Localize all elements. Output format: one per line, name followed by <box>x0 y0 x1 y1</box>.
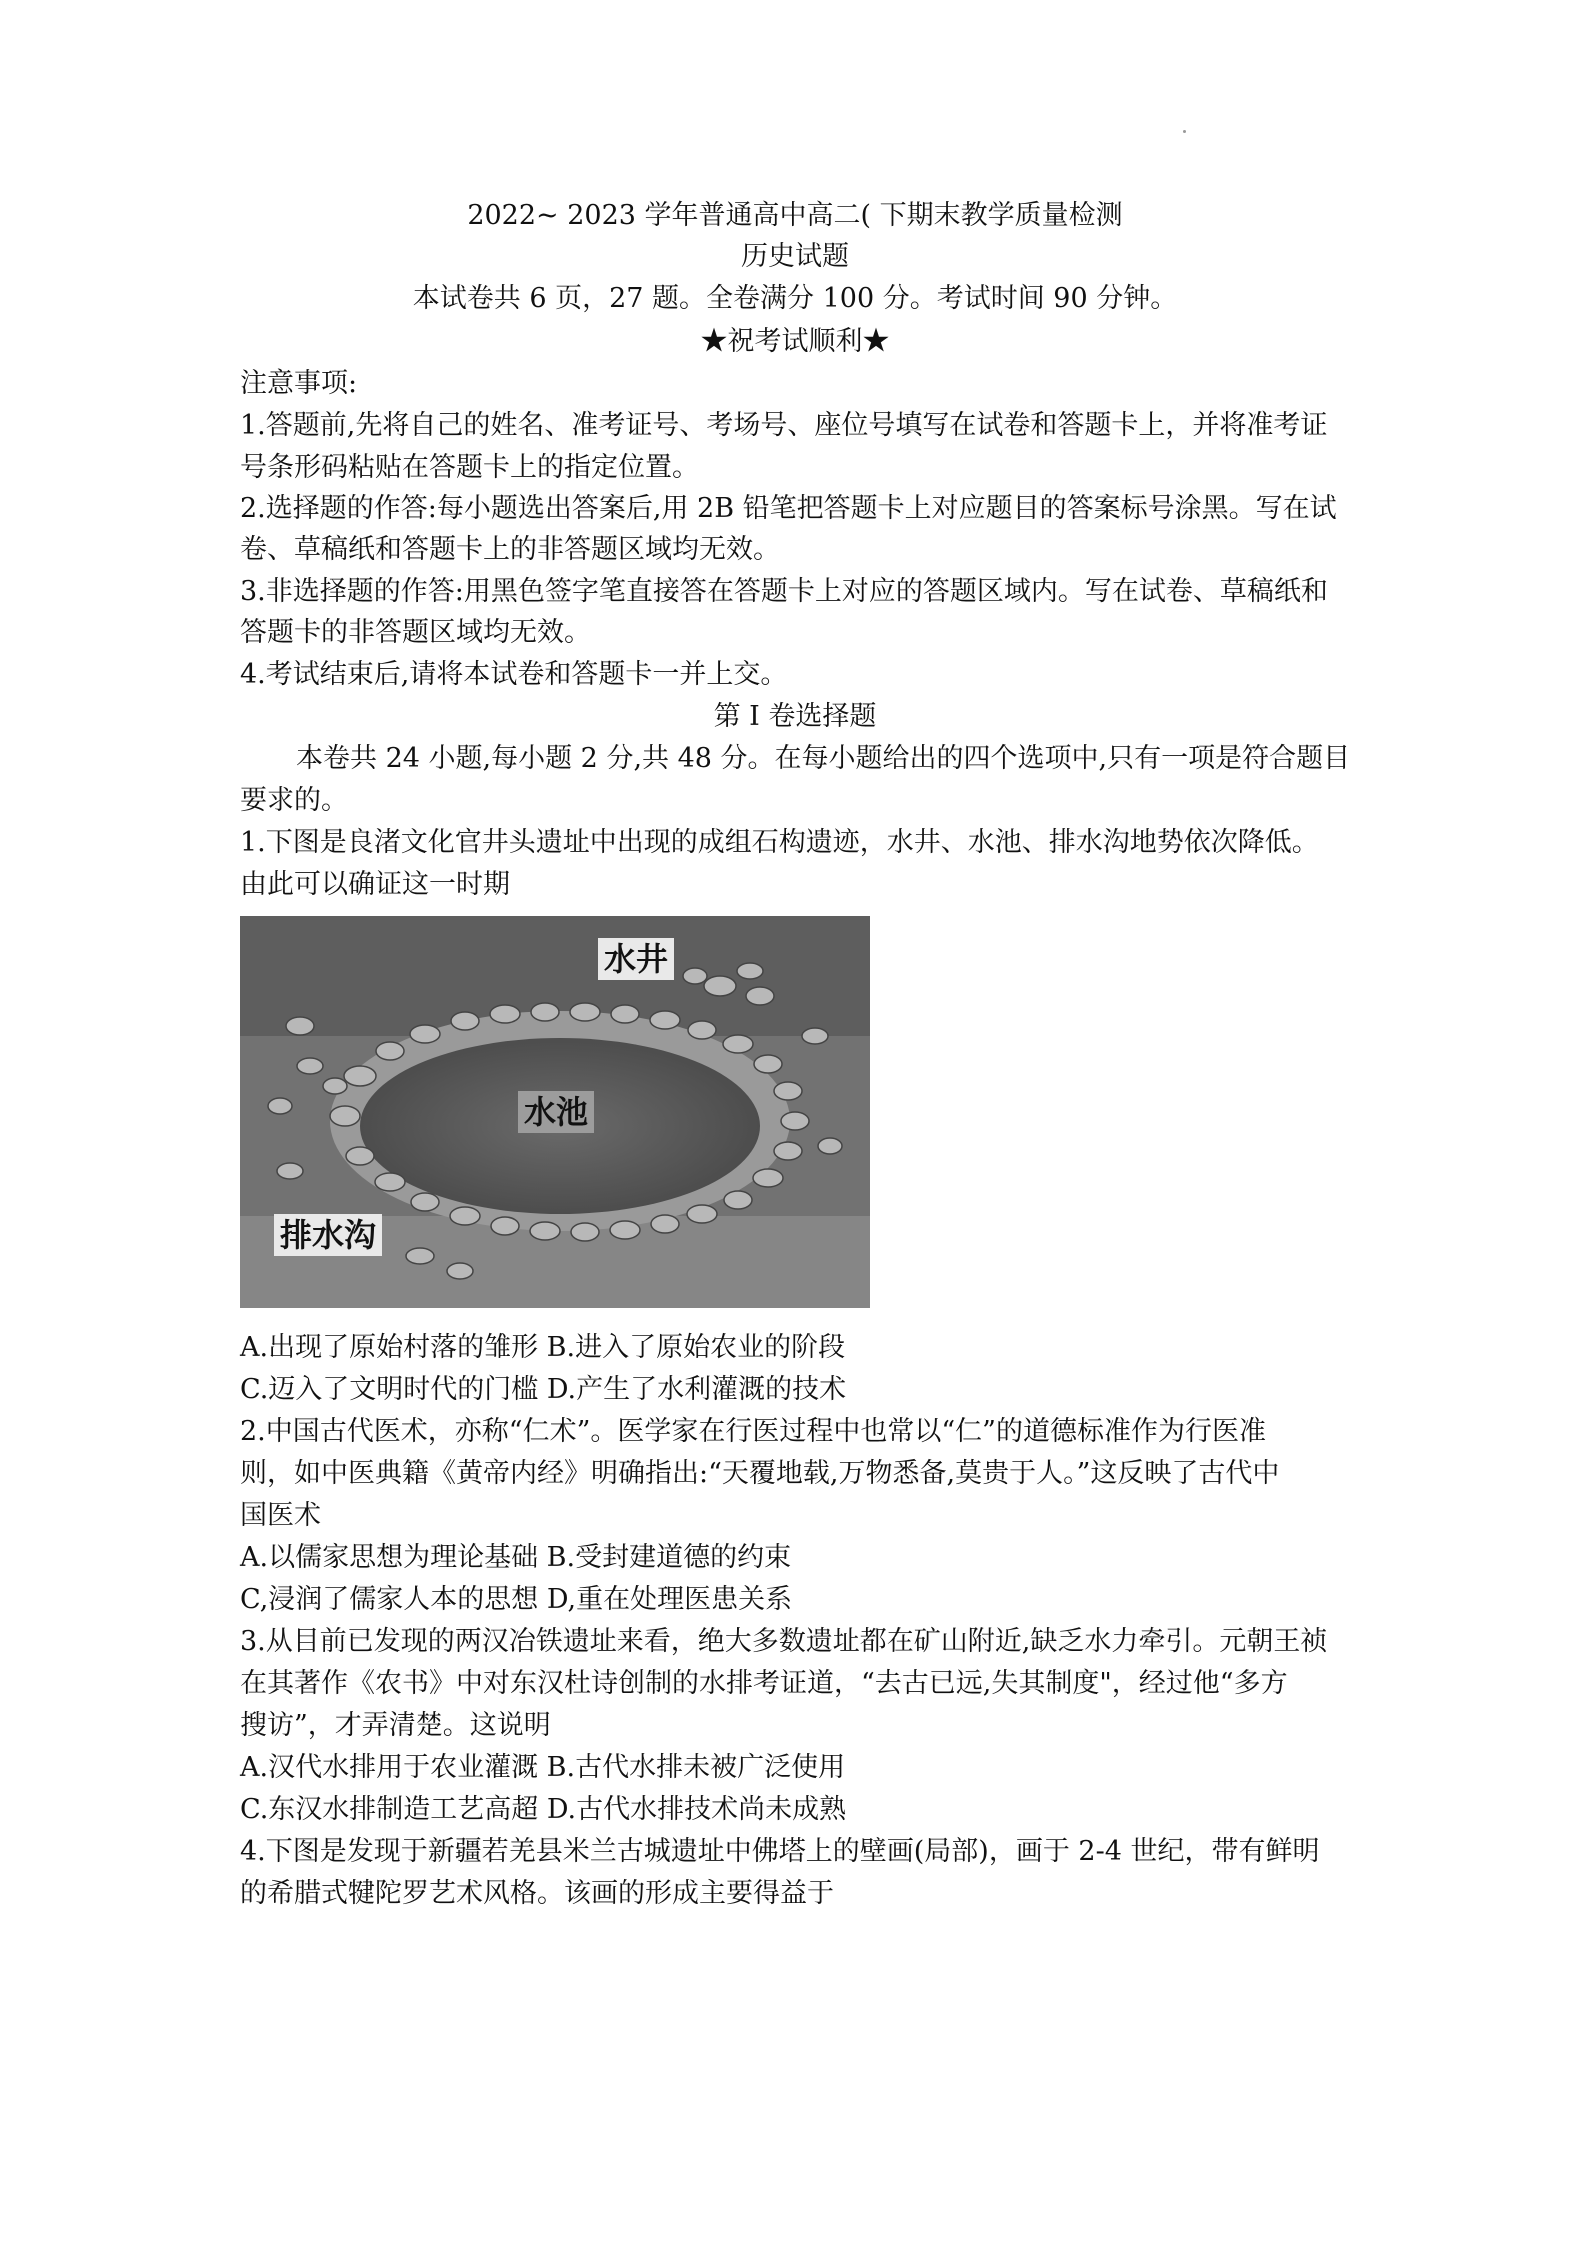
question-4-stem: 的希腊式犍陀罗艺术风格。该画的形成主要得益于 <box>240 1878 834 1909</box>
notice-line: 卷、草稿纸和答题卡上的非答题区域均无效。 <box>240 534 780 565</box>
stone-structure-photo <box>240 916 870 1308</box>
question-2-stem: 国医术 <box>240 1500 321 1531</box>
notice-line: 号条形码粘贴在答题卡上的指定位置。 <box>240 452 699 483</box>
question-2-options: A.以儒家思想为理论基础 B.受封建道德的约束 <box>240 1542 792 1573</box>
question-1-stem: 由此可以确证这一时期 <box>240 869 510 900</box>
section-title: 第 I 卷选择题 <box>713 701 877 732</box>
notice-line: 3.非选择题的作答:用黑色签字笔直接答在答题卡上对应的答题区域内。写在试卷、草稿纸和 <box>240 576 1328 607</box>
section-intro: 要求的。 <box>240 785 348 816</box>
exam-title: 2022~ 2023 学年普通高中高二( 下期末教学质量检测 <box>467 200 1123 231</box>
photo-label-well: 水井 <box>598 938 674 980</box>
notice-line: 2.选择题的作答:每小题选出答案后,用 2B 铅笔把答题卡上对应题目的答案标号涂黑。写在试 <box>240 493 1337 524</box>
question-2-options: C,浸润了儒家人本的思想 D,重在处理医患关系 <box>240 1584 793 1615</box>
subject-title: 历史试题 <box>741 241 849 272</box>
notice-line: 4.考试结束后,请将本试卷和答题卡一并上交。 <box>240 659 788 690</box>
scan-dot <box>1183 130 1186 133</box>
section-intro: 本卷共 24 小题,每小题 2 分,共 48 分。在每小题给出的四个选项中,只有一项是符合题目 <box>296 743 1351 774</box>
question-3-stem: 搜访”，才弄清楚。这说明 <box>240 1710 551 1741</box>
question-1-options: A.出现了原始村落的雏形 B.进入了原始农业的阶段 <box>240 1332 846 1363</box>
question-1-options: C.迈入了文明时代的门槛 D.产生了水利灌溉的技术 <box>240 1374 847 1405</box>
question-1-stem: 1.下图是良渚文化官井头遗址中出现的成组石构遗迹，水井、水池、排水沟地势依次降低。 <box>240 827 1319 858</box>
photo-label-pool: 水池 <box>518 1091 594 1133</box>
wish-line: ★祝考试顺利★ <box>700 326 890 357</box>
notice-line: 答题卡的非答题区域均无效。 <box>240 617 591 648</box>
notice-heading: 注意事项: <box>240 368 358 399</box>
question-2-stem: 2.中国古代医术，亦称“仁术”。医学家在行医过程中也常以“仁”的道德标准作为行医准 <box>240 1416 1266 1447</box>
question-2-stem: 则，如中医典籍《黄帝内经》明确指出:“天覆地载,万物悉备,莫贵于人。”这反映了古代中 <box>240 1458 1280 1489</box>
question-3-stem: 3.从目前已发现的两汉冶铁遗址来看，绝大多数遗址都在矿山附近,缺乏水力牵引。元朝王祯 <box>240 1626 1328 1657</box>
question-3-stem: 在其著作《农书》中对东汉杜诗创制的水排考证道，“去古已远,失其制度"，经过他“多方 <box>240 1668 1288 1699</box>
question-3-options: C.东汉水排制造工艺高超 D.古代水排技术尚未成熟 <box>240 1794 847 1825</box>
notice-line: 1.答题前,先将自己的姓名、准考证号、考场号、座位号填写在试卷和答题卡上，并将准考证 <box>240 410 1328 441</box>
question-3-options: A.汉代水排用于农业灌溉 B.古代水排未被广泛使用 <box>240 1752 846 1783</box>
question-4-stem: 4.下图是发现于新疆若羌县米兰古城遗址中佛塔上的壁画(局部)，画于 2-4 世纪，带有鲜明 <box>240 1836 1320 1867</box>
photo-label-ditch: 排水沟 <box>274 1214 382 1256</box>
exam-info: 本试卷共 6 页，27 题。全卷满分 100 分。考试时间 90 分钟。 <box>412 283 1178 314</box>
